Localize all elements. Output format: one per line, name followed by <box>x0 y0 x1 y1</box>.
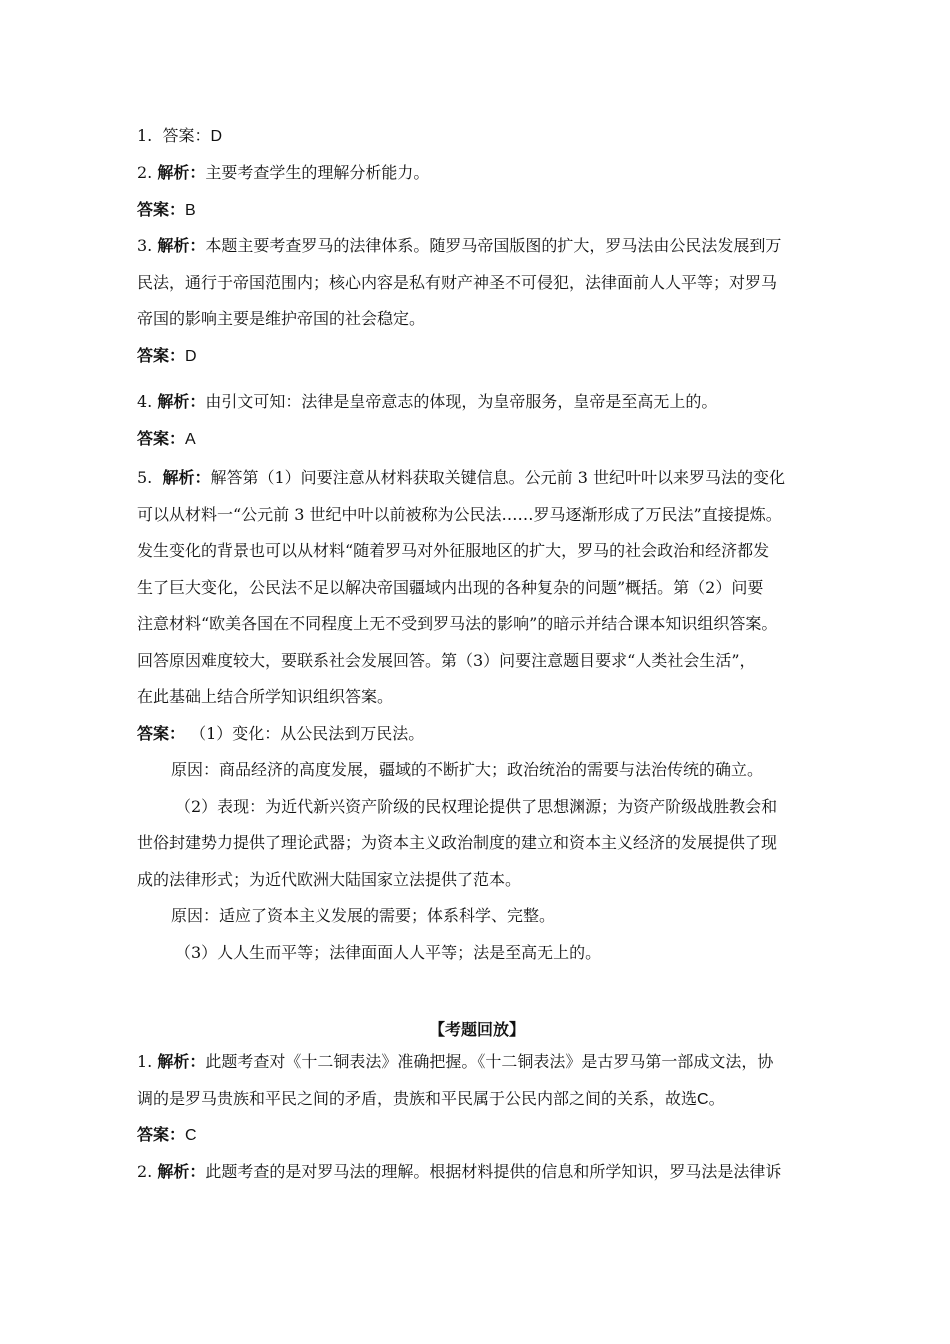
q2-analysis-label: 解析： <box>157 163 206 182</box>
r1-number: 1. <box>137 1052 153 1071</box>
q5-analysis-label: 解析： <box>162 468 211 487</box>
r1-choice: C <box>697 1090 709 1108</box>
section-title: 【考题回放】 <box>428 1020 525 1039</box>
q1-number: 1. <box>137 126 153 145</box>
q3-analysis-label: 解析： <box>157 236 206 255</box>
q4-analysis-label: 解析： <box>157 392 206 411</box>
q5-answer-reason1: 原因：商品经济的高度发展，疆域的不断扩大；政治统治的需要与法治传统的确立。 <box>171 760 764 779</box>
q5-analysis-line: 生了巨大变化，公民法不足以解决帝国疆域内出现的各种复杂的问题”概括。第（2）问要 <box>137 577 764 597</box>
r2-analysis-line: 此题考查的是对罗马法的理解。根据材料提供的信息和所学知识，罗马法是法律诉 <box>205 1161 782 1181</box>
q2-block <box>137 155 817 228</box>
q5-analysis-line: 发生变化的背景也可以从材料“随着罗马对外征服地区的扩大，罗马的社会政治和经济都发 <box>137 541 770 560</box>
r2-number: 2. <box>137 1161 153 1181</box>
q5-answer-part1: （1）变化：从公民法到万民法。 <box>190 723 425 743</box>
q4-analysis-text: 由引文可知：法律是皇帝意志的体现，为皇帝服务，皇帝是至高无上的。 <box>205 392 718 411</box>
q2-analysis-text: 主要考查学生的理解分析能力。 <box>205 163 430 182</box>
q3-number: 3. <box>137 236 153 255</box>
q3-analysis-line: 民法，通行于帝国范围内；核心内容是私有财产神圣不可侵犯，法律面前人人平等；对罗马 <box>137 272 778 292</box>
q1-answer-label: 答案： <box>162 126 211 145</box>
q5-answer-label: 答案： <box>137 723 186 743</box>
q4-answer-label: 答案： <box>137 428 186 448</box>
q2-answer-value: B <box>185 201 196 219</box>
q2-number: 2. <box>137 163 153 182</box>
q1-answer-value: D <box>210 128 223 145</box>
q3-block <box>137 228 817 374</box>
q4-block <box>137 384 817 457</box>
q5-analysis-line: 在此基础上结合所学知识组织答案。 <box>137 687 394 706</box>
r1-period: 。 <box>708 1088 725 1108</box>
q4-answer-value: A <box>185 430 196 448</box>
r1-analysis-line: 调的是罗马贵族和平民之间的矛盾，贵族和平民属于公民内部之间的关系，故选 <box>137 1088 698 1108</box>
q5-number: 5. <box>137 468 153 487</box>
q5-analysis-line: 解答第（1）问要注意从材料获取关键信息。公元前 3 世纪叶叶以来罗马法的变化 <box>210 468 785 487</box>
q3-answer-label: 答案： <box>137 345 186 365</box>
q5-answer-part2-line: 世俗封建势力提供了理论武器；为资本主义政治制度的建立和资本主义经济的发展提供了现 <box>137 833 778 852</box>
q5-answer-part2-line: （2）表现：为近代新兴资产阶级的民权理论提供了思想渊源；为资产阶级战胜教会和 <box>175 796 778 816</box>
r1-analysis-line: 此题考查对《十二铜表法》准确把握。《十二铜表法》是古罗马第一部成文法，协 <box>205 1052 774 1071</box>
q2-answer-label: 答案： <box>137 199 186 219</box>
r1-answer-value: C <box>185 1127 197 1144</box>
q5-analysis-line: 注意材料“欧美各国在不同程度上无不受到罗马法的影响”的暗示并结合课本知识组织答案。 <box>137 614 778 633</box>
q3-answer-value: D <box>185 347 197 365</box>
r1-analysis-label: 解析： <box>157 1052 206 1071</box>
q5-block <box>137 460 817 971</box>
q5-answer-part3: （3）人人生而平等；法律面面人人平等；法是至高无上的。 <box>175 942 602 962</box>
q1-answer <box>137 118 817 155</box>
q4-number: 4. <box>137 392 153 411</box>
q5-answer-part2-line: 成的法律形式；为近代欧洲大陆国家立法提供了范本。 <box>137 869 522 889</box>
q5-answer-reason2: 原因：适应了资本主义发展的需要；体系科学、完整。 <box>171 906 556 925</box>
q5-analysis-line: 可以从材料一“公元前 3 世纪中叶以前被称为公民法……罗马逐渐形成了万民法”直接提炼。 <box>137 504 782 524</box>
review-block <box>137 1044 817 1190</box>
r1-answer-label: 答案： <box>137 1125 186 1144</box>
q3-analysis-line: 帝国的影响主要是维护帝国的社会稳定。 <box>137 309 426 328</box>
q5-analysis-line: 回答原因难度较大，要联系社会发展回答。第（3）问要注意题目要求“人类社会生活”， <box>137 650 756 670</box>
q3-analysis-line: 本题主要考查罗马的法律体系。随罗马帝国版图的扩大，罗马法由公民法发展到万 <box>205 236 782 255</box>
r2-analysis-label: 解析： <box>157 1161 206 1181</box>
